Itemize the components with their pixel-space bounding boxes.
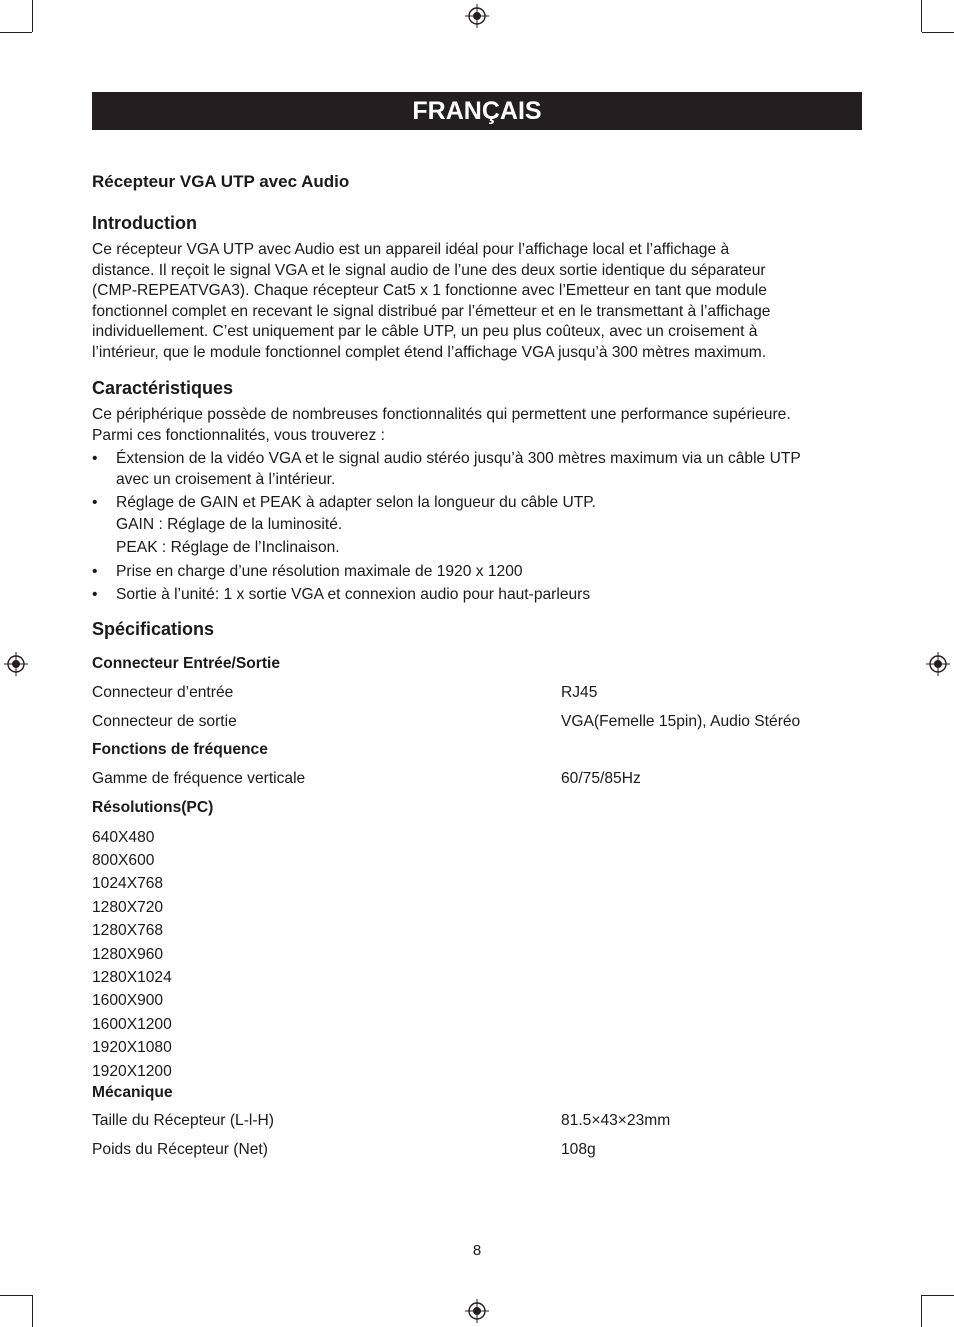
spec-label: Connecteur d’entrée [92, 684, 234, 701]
spec-label: Poids du Récepteur (Net) [92, 1140, 268, 1158]
registration-mark-icon [465, 4, 489, 28]
spec-value: RJ45 [561, 684, 598, 701]
list-item [92, 562, 864, 583]
bullet-icon: • [92, 493, 98, 511]
crop-mark-icon [0, 1295, 32, 1296]
page-content [92, 171, 864, 1169]
resolution-item: 640X480 [92, 828, 155, 846]
list-item-subline: GAIN : Réglage de la luminosité. [116, 516, 343, 533]
spec-label: Gamme de fréquence verticale [92, 770, 306, 787]
list-item [92, 585, 864, 606]
introduction-heading: Introduction [92, 213, 197, 233]
list-item-subline: PEAK : Réglage de l’Inclinaison. [116, 539, 340, 556]
list-item-line: avec un croisement à l’intérieur. [116, 470, 336, 488]
paragraph-line: individuellement. C’est uniquement par le câble UTP, un peu plus coûteux, avec un croisement à [92, 323, 758, 340]
resolution-item: 1280X768 [92, 922, 164, 940]
spec-value: 108g [561, 1140, 596, 1158]
crop-mark-icon [922, 1295, 954, 1296]
frequency-rows [92, 769, 864, 789]
spec-row [92, 712, 864, 732]
resolution-item: 1920X1080 [92, 1039, 172, 1057]
spec-row [92, 683, 864, 703]
spec-value: 81.5×43×23mm [561, 1111, 671, 1129]
crop-mark-icon [0, 32, 32, 33]
document-title: Récepteur VGA UTP avec Audio [92, 172, 350, 191]
registration-mark-icon [926, 652, 950, 676]
spec-value: VGA(Femelle 15pin), Audio Stéréo [561, 712, 801, 730]
bullet-icon: • [92, 450, 98, 467]
crop-mark-icon [921, 1295, 922, 1327]
mechanical-rows [92, 1111, 864, 1160]
crop-mark-icon [32, 1295, 33, 1327]
language-banner: FRANÇAIS [92, 92, 862, 130]
bullet-icon: • [92, 585, 98, 603]
resolution-item: 1280X720 [92, 898, 164, 916]
features-heading: Caractéristiques [92, 378, 234, 398]
paragraph-line: (CMP-REPEATVGA3). Chaque récepteur Cat5 x 1 fonctionne avec l’Emetteur en tant que module [92, 282, 767, 299]
paragraph-line: Parmi ces fonctionnalités, vous trouverez : [92, 426, 385, 444]
frequency-section-heading: Fonctions de fréquence [92, 741, 268, 758]
bullet-icon: • [92, 562, 98, 580]
list-item-line: Éxtension de la vidéo VGA et le signal audio stéréo jusqu’à 300 mètres maximum via un câble UTP [116, 450, 801, 467]
resolution-item: 1280X960 [92, 945, 164, 963]
paragraph-line: Ce périphérique possède de nombreuses fonctionnalités qui permettent une performance supérieure. [92, 406, 791, 423]
page-number: 8 [472, 1242, 482, 1259]
spec-row [92, 769, 864, 789]
resolutions-section-heading: Résolutions(PC) [92, 798, 214, 816]
crop-mark-icon [32, 0, 33, 32]
list-item [92, 493, 864, 560]
list-item-line: Réglage de GAIN et PEAK à adapter selon la longueur du câble UTP. [116, 493, 596, 511]
crop-mark-icon [922, 32, 954, 33]
paragraph-line: l’intérieur, que le module fonctionnel complet étend l’affichage VGA jusqu’à 300 mètres maximum. [92, 343, 767, 361]
paragraph-line: distance. Il reçoit le signal VGA et le signal audio de l’une des deux sortie identique du séparateur [92, 261, 766, 279]
registration-mark-icon [4, 652, 28, 676]
spec-row [92, 1140, 864, 1160]
paragraph-line: Ce récepteur VGA UTP avec Audio est un appareil idéal pour l’affichage local et l’affichage à [92, 241, 730, 258]
io-rows [92, 683, 864, 732]
specifications-heading: Spécifications [92, 619, 215, 639]
list-item [92, 449, 864, 490]
crop-mark-icon [921, 0, 922, 32]
resolution-item: 1600X900 [92, 992, 164, 1010]
registration-mark-icon [465, 1299, 489, 1323]
spec-row [92, 1111, 864, 1131]
resolution-item: 1600X1200 [92, 1015, 172, 1033]
list-item-line: Sortie à l’unité: 1 x sortie VGA et connexion audio pour haut-parleurs [116, 585, 591, 603]
features-intro [92, 405, 864, 446]
spec-value: 60/75/85Hz [561, 770, 641, 787]
spec-label: Taille du Récepteur (L-l-H) [92, 1111, 274, 1129]
resolution-item: 1024X768 [92, 875, 164, 893]
list-item-line: Prise en charge d’une résolution maximale de 1920 x 1200 [116, 562, 523, 580]
mechanical-section-heading: Mécanique [92, 1083, 173, 1101]
features-list [92, 449, 864, 605]
resolution-item: 1280X1024 [92, 968, 172, 986]
resolutions-list [92, 826, 864, 1083]
resolution-item: 1920X1200 [92, 1062, 172, 1080]
introduction-paragraph [92, 240, 864, 363]
resolution-item: 800X600 [92, 851, 155, 869]
io-section-heading: Connecteur Entrée/Sortie [92, 655, 281, 672]
paragraph-line: fonctionnel complet en recevant le signal distribué par l’émetteur et en le transmettant à l’affichage [92, 302, 771, 320]
spec-label: Connecteur de sortie [92, 712, 237, 730]
